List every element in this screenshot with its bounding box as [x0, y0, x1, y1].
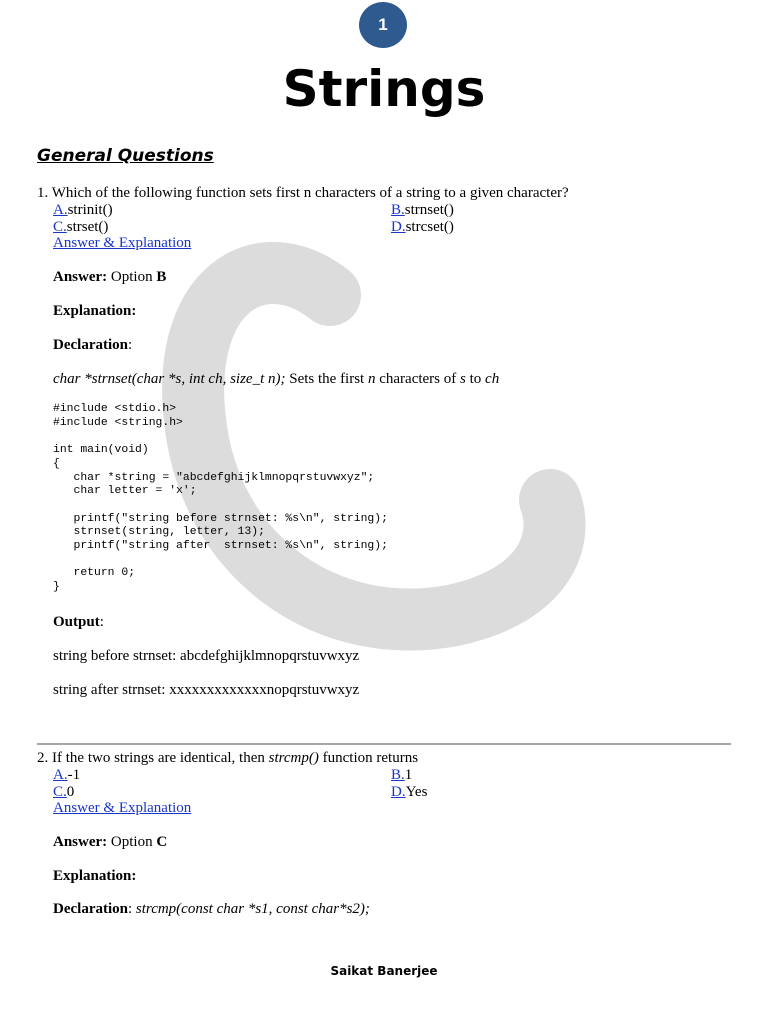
decl-text-1: Sets the first — [285, 371, 368, 387]
option-c — [53, 219, 108, 236]
page-title: Strings — [282, 60, 486, 118]
chapter-number-badge: 1 — [359, 2, 407, 48]
option-b — [391, 202, 454, 219]
declaration-signature: strcmp(const char *s1, const char*s2); — [135, 901, 370, 917]
answer-prefix: Option — [110, 269, 153, 285]
option-d-link[interactable]: D. — [391, 784, 406, 800]
answer-label: Answer: — [53, 269, 108, 285]
option-a-link[interactable]: A. — [53, 202, 68, 218]
question-function: strcmp() — [268, 750, 319, 766]
section-heading: General Questions — [37, 146, 214, 166]
option-a — [53, 767, 80, 784]
answer-line — [53, 269, 166, 286]
code-sample: #include <stdio.h> #include <string.h> int main(void) { char *string = "abcdefghijklmnopqrstuvwxyz"; char letter = 'x'; printf("string before strnset: %s\n", string); strnset(string, letter, 13); printf("string after strnset: %s\n", string); return 0; } — [53, 403, 388, 594]
option-c-link[interactable]: C. — [53, 219, 67, 235]
answer-explanation-link[interactable]: Answer & Explanation — [53, 235, 192, 251]
question-body-end: function returns — [318, 750, 419, 766]
question-number: 1. — [37, 185, 49, 201]
option-c-text: strset() — [66, 219, 109, 235]
decl-param-s: s — [460, 371, 466, 387]
option-c-text: 0 — [66, 784, 75, 800]
question-body: Which of the following function sets first n characters of a string to a given character? — [51, 185, 569, 201]
explanation-label: Explanation: — [53, 868, 137, 884]
declaration-colon: : — [127, 901, 136, 917]
output-line-1: string before strnset: abcdefghijklmnopqrstuvwxyz — [53, 648, 360, 664]
option-b — [391, 767, 412, 784]
option-b-text: 1 — [404, 767, 413, 783]
option-d-link[interactable]: D. — [391, 219, 406, 235]
declaration-label: Declaration — [53, 901, 128, 917]
option-d — [391, 784, 427, 801]
declaration-heading — [53, 337, 132, 354]
decl-param-ch: ch — [485, 371, 500, 387]
option-b-text: strnset() — [404, 202, 454, 218]
decl-text-3: to — [465, 371, 486, 387]
option-a-text: -1 — [67, 767, 81, 783]
answer-value: B — [156, 269, 167, 285]
output-heading — [53, 614, 104, 631]
option-d-text: strcset() — [405, 219, 454, 235]
option-d — [391, 219, 454, 236]
page-footer-author: Saikat Banerjee — [330, 964, 438, 978]
explanation-heading — [53, 303, 136, 320]
answer-explanation-link-wrap — [53, 800, 191, 817]
declaration-label: Declaration — [53, 337, 128, 353]
question-number: 2. — [37, 750, 49, 766]
output-line-2: string after strnset: xxxxxxxxxxxxxnopqrstuvwxyz — [53, 682, 360, 698]
option-d-text: Yes — [405, 784, 428, 800]
explanation-label: Explanation: — [53, 303, 137, 319]
question-2-text — [37, 750, 418, 767]
option-b-link[interactable]: B. — [391, 767, 405, 783]
declaration-line — [53, 901, 370, 918]
question-divider — [37, 743, 731, 745]
option-c-link[interactable]: C. — [53, 784, 67, 800]
declaration-colon: : — [127, 337, 133, 353]
option-a-link[interactable]: A. — [53, 767, 68, 783]
declaration-description — [53, 371, 499, 388]
question-body-start: If the two strings are identical, then — [52, 750, 269, 766]
output-colon: : — [99, 614, 104, 630]
option-b-link[interactable]: B. — [391, 202, 405, 218]
decl-param-n: n — [367, 371, 376, 387]
question-1-text — [37, 185, 569, 202]
answer-label: Answer: — [53, 834, 108, 850]
decl-text-2: characters of — [375, 371, 461, 387]
option-c — [53, 784, 74, 801]
output-label: Output — [53, 614, 100, 630]
explanation-heading — [53, 868, 136, 885]
declaration-signature: char *strnset(char *s, int ch, size_t n); — [53, 371, 286, 387]
answer-line — [53, 834, 167, 851]
answer-explanation-link-wrap — [53, 235, 191, 252]
answer-value: C — [156, 834, 168, 850]
answer-prefix: Option — [110, 834, 153, 850]
option-a-text: strinit() — [67, 202, 113, 218]
option-a — [53, 202, 113, 219]
answer-explanation-link[interactable]: Answer & Explanation — [53, 800, 192, 816]
